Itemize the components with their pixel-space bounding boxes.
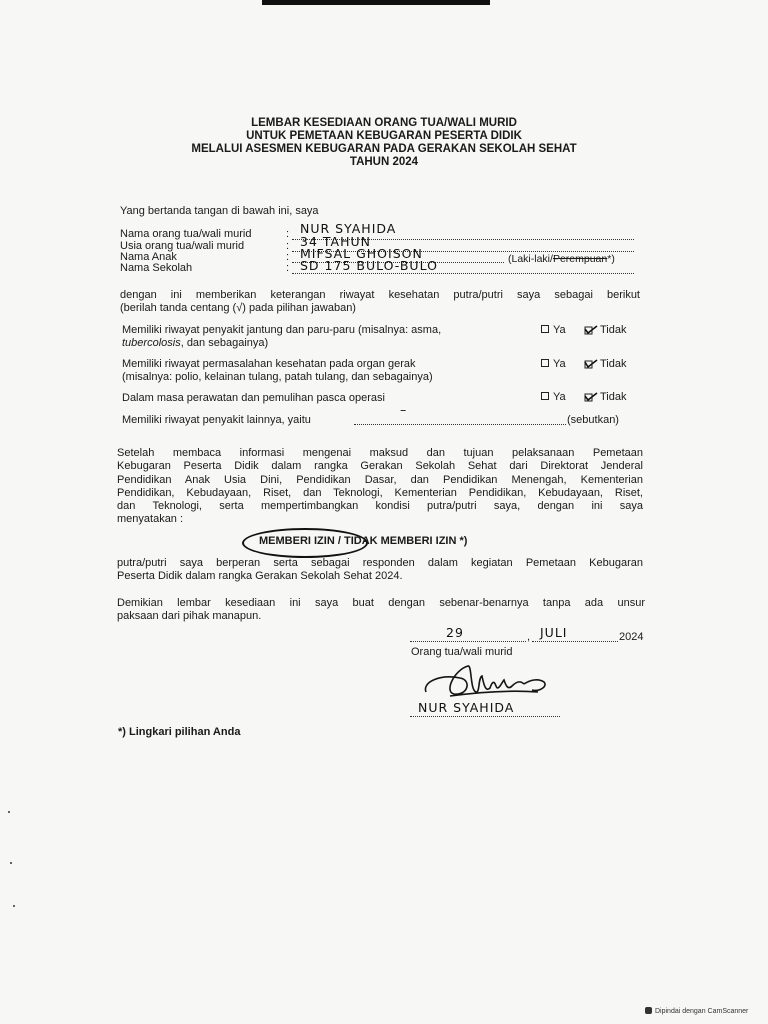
checkbox-icon [541,392,549,400]
date-comma: , [527,631,531,643]
field-value-school: SD 175 BULO-BULO [300,258,438,273]
statement-paragraph: dengan ini memberikan keterangan riwayat kesehatan putra/putri saya sebagai berikut (berilah tanda centang (√) pada pilihan jawaban) [120,289,640,315]
signature-name-line [410,716,560,717]
question-2-line1: Memiliki riwayat permasalahan kesehatan pada organ gerak [122,358,416,370]
signature-image [420,662,555,704]
consent-choice: MEMBERI IZIN / TIDAK MEMBERI IZIN *) [259,535,468,547]
field-label-child-name: Nama Anak [120,251,177,263]
scan-speck [8,811,10,813]
answer-ya-option: Ya [541,358,566,371]
field-colon: : [286,262,290,274]
other-history-value: – [400,402,408,417]
question-3-line1: Dalam masa perawatan dan pemulihan pasca operasi [122,392,385,404]
scan-edge-bar [262,0,490,5]
question-1-line2: tubercolosis, dan sebagainya) [122,337,269,349]
intro-text: Yang bertanda tangan di bawah ini, saya [120,205,319,217]
doc-title-line1: LEMBAR KESEDIAAN ORANG TUA/WALI MURID [251,117,517,129]
field-colon: : [286,228,290,240]
checked-box-icon [584,325,598,335]
doc-title-line2: UNTUK PEMETAAN KEBUGARAN PESERTA DIDIK [246,130,522,142]
consent-paragraph: Setelah membaca informasi mengenai maksud dan tujuan pelaksanaan Pemetaan Kebugaran Peserta Didik dalam rangka Gerakan Sekolah Sehat dari Direktorat Jenderal Pendidikan Anak Usia Dini, Pendidikan Dasar, dan Pendidikan Menengah, Kementerian Pendidikan, Kebudayaan, Riset, dan Teknologi, Kementerian Pendidikan, Kebudayaan, Riset, dan Teknologi, serta mempertimbangkan kondisi putra/putri saya, dengan ini saya menyatakan : [117,447,643,526]
closing-paragraph: Demikian lembar kesediaan ini saya buat dengan sebenar-benarnya tanpa ada unsur paksaan dari pihak manapun. [117,597,645,623]
field-label-parent-age: Usia orang tua/wali murid [120,240,245,252]
field-value-child-name: MIFSAL GHOISON [300,246,423,261]
participation-paragraph: putra/putri saya berperan serta sebagai responden dalam kegiatan Pemetaan Kebugaran Peserta Didik dalam rangka Gerakan Sekolah Sehat 2024. [117,557,643,583]
date-month-value: JULI [540,625,568,640]
date-day-line [410,641,526,642]
scan-speck [13,905,15,907]
date-month-line [532,641,618,642]
answer-tidak-option-checked: Tidak [584,358,627,371]
scanner-watermark: Dipindai dengan CamScanner [645,1007,748,1016]
other-history-label: Memiliki riwayat penyakit lainnya, yaitu [122,414,311,426]
date-year: 2024 [619,631,644,643]
doc-title-line3: MELALUI ASESMEN KEBUGARAN PADA GERAKAN SEKOLAH SEHAT [191,143,577,155]
field-colon: : [286,240,290,252]
checked-box-icon [584,359,598,369]
answer-ya-option: Ya [541,391,566,404]
answer-ya-option: Ya [541,324,566,337]
field-label-school: Nama Sekolah [120,262,193,274]
scan-speck [10,862,12,864]
field-line [292,273,634,274]
question-1-line1: Memiliki riwayat penyakit jantung dan paru-paru (misalnya: asma, [122,324,442,336]
gender-perempuan-struck: Perempuan [552,253,608,265]
choice-give-permission: MEMBERI IZIN [259,535,335,547]
answer-tidak-option-checked: Tidak [584,324,627,337]
doc-title-line4: TAHUN 2024 [349,156,419,168]
other-history-suffix: (sebutkan) [567,414,619,426]
date-day-value: 29 [446,625,464,640]
field-colon: : [286,251,290,263]
question-2-line2: (misalnya: polio, kelainan tulang, patah tulang, dan sebagainya) [122,371,433,383]
checked-box-icon [584,392,598,402]
checkbox-icon [541,359,549,367]
camscanner-logo-icon [645,1007,652,1014]
answer-tidak-option-checked: Tidak [584,391,627,404]
field-value-parent-age: 34 TAHUN [300,234,371,249]
signer-label: Orang tua/wali murid [411,646,513,658]
footnote: *) Lingkari pilihan Anda [118,726,241,738]
checkbox-icon [541,325,549,333]
choice-deny-permission: TIDAK MEMBERI IZIN *) [343,535,468,547]
field-line [354,424,566,425]
signer-name-value: NUR SYAHIDA [418,700,515,715]
field-value-parent-name: NUR SYAHIDA [300,221,397,236]
field-label-parent-name: Nama orang tua/wali murid [120,228,252,240]
gender-note: (Laki-laki/Perempuan*) [508,253,615,265]
